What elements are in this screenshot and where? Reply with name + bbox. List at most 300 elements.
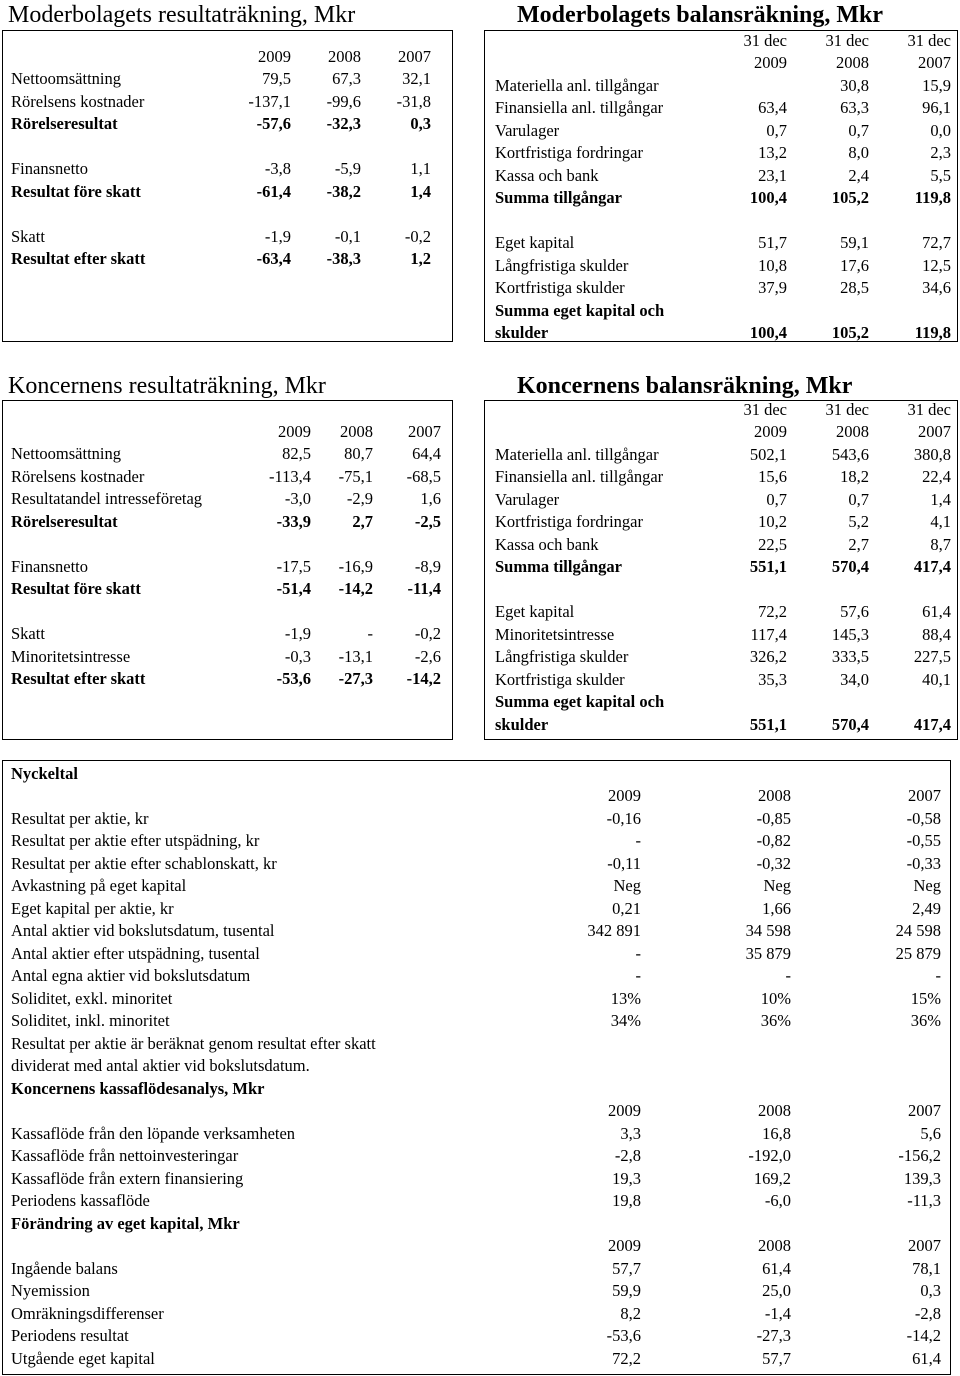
row-value: 2,3 xyxy=(930,143,951,162)
header-label xyxy=(11,785,451,808)
row-value: 119,8 xyxy=(914,323,951,342)
row-value: 2,49 xyxy=(912,898,941,918)
cell-pad xyxy=(941,785,950,808)
table-row xyxy=(485,74,957,97)
column-header: 2007 xyxy=(908,1236,941,1255)
spacer-row xyxy=(485,578,957,601)
row-value: 22,5 xyxy=(758,534,787,554)
cell-pad xyxy=(941,1010,950,1033)
cell-pad xyxy=(485,74,495,97)
cell-pad xyxy=(431,248,452,271)
table-row xyxy=(485,511,957,534)
cell-pad xyxy=(485,488,495,511)
cell-pad xyxy=(3,1325,11,1348)
row-label: Eget kapital xyxy=(495,233,575,252)
spacer-cell xyxy=(485,578,957,601)
cell-pad xyxy=(441,443,452,466)
table-row xyxy=(3,1347,950,1370)
row-value: -3,0 xyxy=(284,489,311,508)
row-value: 36% xyxy=(760,1011,791,1030)
row-value: -11,4 xyxy=(407,579,441,598)
row-value: 57,6 xyxy=(840,602,869,621)
cell-pad xyxy=(3,852,11,875)
row-value: -2,6 xyxy=(414,646,441,666)
row-value: 61,4 xyxy=(912,1348,941,1368)
row-value xyxy=(695,74,787,97)
row-value: 16,8 xyxy=(762,1123,791,1143)
spacer-row xyxy=(3,203,452,226)
table-row xyxy=(3,852,950,875)
cell-pad xyxy=(485,511,495,534)
spacer-row xyxy=(3,533,452,556)
spacer-row xyxy=(485,209,957,232)
table-row xyxy=(3,875,950,898)
cell-pad xyxy=(441,555,452,578)
column-header: 2008 xyxy=(758,1101,791,1120)
row-label: Resultat per aktie efter schablonskatt, kr xyxy=(11,853,277,873)
row-value: Neg xyxy=(913,876,941,895)
cell-pad xyxy=(441,645,452,668)
row-label: Minoritetsintresse xyxy=(11,646,131,666)
row-value: 119,8 xyxy=(914,188,951,207)
cell-pad xyxy=(3,248,11,271)
row-value xyxy=(869,299,951,322)
row-value: 0,7 xyxy=(766,489,787,509)
row-value: 10,8 xyxy=(758,255,787,275)
row-value: 3,3 xyxy=(620,1123,641,1143)
row-value: -0,33 xyxy=(906,853,941,873)
group-income-box xyxy=(2,400,453,740)
row-value: 1,2 xyxy=(410,249,431,268)
row-value: 63,3 xyxy=(840,98,869,117)
cell-pad xyxy=(951,187,957,210)
cell-pad xyxy=(485,142,495,165)
row-value: -8,9 xyxy=(414,556,441,576)
cell-pad xyxy=(3,488,11,511)
row-value: 34 598 xyxy=(745,921,791,940)
note-text: dividerat med antal aktier vid bokslutsdatum. xyxy=(11,1056,310,1075)
row-value: 12,5 xyxy=(922,255,951,275)
table-row xyxy=(485,277,957,300)
column-header: 2009 xyxy=(278,421,311,441)
cell-pad xyxy=(3,762,11,785)
row-value xyxy=(787,299,869,322)
row-value: 0,3 xyxy=(410,114,431,133)
table-row xyxy=(3,465,452,488)
row-value: -14,2 xyxy=(406,669,441,688)
cell-pad xyxy=(3,45,11,68)
cell-pad xyxy=(3,510,11,533)
row-value: 32,1 xyxy=(402,69,431,88)
cell-pad xyxy=(3,1235,11,1258)
row-label: Antal aktier vid bokslutsdatum, tusental xyxy=(11,921,275,940)
spacer-cell xyxy=(485,209,957,232)
table-row xyxy=(485,232,957,255)
cell-pad xyxy=(441,465,452,488)
row-label: Resultat före skatt xyxy=(11,181,141,201)
row-value: 78,1 xyxy=(912,1258,941,1278)
table-row xyxy=(485,533,957,556)
row-value: -0,16 xyxy=(606,808,641,828)
header-label xyxy=(11,45,221,68)
row-value: 15,6 xyxy=(758,467,787,486)
cell-pad xyxy=(431,158,452,181)
cell-pad xyxy=(941,875,950,898)
table-row xyxy=(3,225,452,248)
cell-pad xyxy=(3,443,11,466)
cell-pad xyxy=(441,488,452,511)
row-value: 22,4 xyxy=(922,467,951,486)
cell-pad xyxy=(3,645,11,668)
cell-pad xyxy=(3,1145,11,1168)
row-value: 28,5 xyxy=(840,278,869,297)
key-figures-header xyxy=(3,785,950,808)
row-label: Finansiella anl. tillgångar xyxy=(495,467,664,486)
cell-pad xyxy=(485,421,495,444)
table-row xyxy=(3,1302,950,1325)
table-row xyxy=(3,1010,950,1033)
table-row xyxy=(485,713,957,736)
row-value xyxy=(695,691,787,714)
row-label: Kassaflöde från extern finansiering xyxy=(11,1168,244,1188)
cell-pad xyxy=(485,443,495,466)
table-row xyxy=(485,443,957,466)
cell-pad xyxy=(431,45,452,68)
cell-pad xyxy=(941,1145,950,1168)
row-value: 36% xyxy=(910,1011,941,1030)
cell-pad xyxy=(3,1212,11,1235)
group-balance-header-bottom xyxy=(485,421,957,444)
cell-pad xyxy=(485,29,495,52)
table-row xyxy=(3,987,950,1010)
header-label xyxy=(11,420,243,443)
cell-pad xyxy=(3,555,11,578)
row-label: Finansnetto xyxy=(11,556,88,576)
cell-pad xyxy=(951,443,957,466)
column-header: 2008 xyxy=(836,53,869,72)
table-row xyxy=(485,142,957,165)
section-title: Nyckeltal xyxy=(11,763,78,783)
row-value: 551,1 xyxy=(749,714,787,734)
row-value: 543,6 xyxy=(831,444,869,464)
row-value: 380,8 xyxy=(913,444,951,464)
cell-pad xyxy=(485,232,495,255)
row-value: 67,3 xyxy=(332,69,361,88)
row-label: Eget kapital per aktie, kr xyxy=(11,898,174,918)
parent-income-box xyxy=(2,30,453,342)
cell-pad xyxy=(3,1280,11,1303)
cell-pad xyxy=(3,1077,11,1100)
row-value: 100,4 xyxy=(749,323,787,342)
row-label: Kortfristiga fordringar xyxy=(495,512,643,531)
cell-pad xyxy=(951,533,957,556)
cell-pad xyxy=(941,1122,950,1145)
cell-pad xyxy=(3,1010,11,1033)
row-value: 23,1 xyxy=(758,165,787,185)
row-value: 8,0 xyxy=(848,143,869,162)
cell-pad xyxy=(3,1100,11,1123)
row-value: 1,66 xyxy=(762,898,791,918)
table-row xyxy=(3,488,452,511)
table-row xyxy=(3,180,452,203)
row-value: -3,8 xyxy=(264,159,291,178)
row-value: 417,4 xyxy=(913,557,951,576)
table-row xyxy=(3,807,950,830)
group-balance-title: Koncernens balansräkning, Mkr xyxy=(517,373,853,399)
cell-pad xyxy=(951,713,957,736)
row-value: 8,2 xyxy=(620,1303,641,1323)
key-figures-box xyxy=(2,760,951,1375)
row-value: 139,3 xyxy=(903,1168,941,1188)
row-value: 57,7 xyxy=(612,1258,641,1278)
cell-pad xyxy=(441,420,452,443)
section-title: Koncernens kassaflödesanalys, Mkr xyxy=(11,1078,265,1098)
row-label: Materiella anl. tillgångar xyxy=(495,444,659,464)
row-value: 34% xyxy=(610,1011,641,1030)
row-value: -0,85 xyxy=(756,808,791,828)
row-value: -38,2 xyxy=(326,181,361,201)
cell-pad xyxy=(3,623,11,646)
cell-pad xyxy=(951,466,957,489)
row-value: 1,6 xyxy=(420,489,441,508)
row-label: Kassaflöde från nettoinvesteringar xyxy=(11,1146,239,1165)
cell-pad xyxy=(485,601,495,624)
spacer-row xyxy=(3,600,452,623)
cell-pad xyxy=(431,225,452,248)
row-value: - xyxy=(635,966,641,985)
cash-flow-header xyxy=(3,1100,950,1123)
table-row xyxy=(485,187,957,210)
table-row xyxy=(3,555,452,578)
row-label: Varulager xyxy=(495,120,560,140)
cell-pad xyxy=(941,965,950,988)
cell-pad xyxy=(431,180,452,203)
cell-pad xyxy=(3,987,11,1010)
cell-pad xyxy=(941,1325,950,1348)
column-header: 2007 xyxy=(908,1101,941,1120)
group-income-table xyxy=(3,420,452,690)
row-value: 88,4 xyxy=(922,624,951,644)
cell-pad xyxy=(3,90,11,113)
row-value: - xyxy=(785,966,791,985)
cell-pad xyxy=(3,965,11,988)
table-row xyxy=(485,691,957,714)
table-row xyxy=(3,623,452,646)
row-value: -2,8 xyxy=(614,1146,641,1165)
row-value: Neg xyxy=(613,876,641,895)
row-label: Långfristiga skulder xyxy=(495,255,629,275)
cell-pad xyxy=(951,299,957,322)
parent-balance-header-bottom xyxy=(485,52,957,75)
column-header: 2007 xyxy=(408,421,441,441)
row-label: Långfristiga skulder xyxy=(495,647,629,666)
parent-balance-header-top xyxy=(485,29,957,52)
row-label: Resultatandel intresseföretag xyxy=(11,489,203,508)
column-header: 2009 xyxy=(754,422,787,441)
row-label: Rörelsens kostnader xyxy=(11,466,145,486)
row-label: Rörelseresultat xyxy=(11,114,118,133)
cell-pad xyxy=(3,1190,11,1213)
row-value: 169,2 xyxy=(753,1168,791,1188)
section-title: Förändring av eget kapital, Mkr xyxy=(11,1213,240,1233)
row-label: Antal egna aktier vid bokslutsdatum xyxy=(11,966,251,985)
table-row xyxy=(485,623,957,646)
group-income-header xyxy=(3,420,452,443)
row-value: -27,3 xyxy=(338,669,373,688)
row-value: 326,2 xyxy=(749,647,787,666)
table-row xyxy=(3,965,950,988)
cell-pad xyxy=(951,254,957,277)
row-label: Antal aktier efter utspädning, tusental xyxy=(11,943,260,963)
parent-income-table xyxy=(3,45,452,270)
row-label: Kassa och bank xyxy=(495,534,599,554)
row-label: Rörelsens kostnader xyxy=(11,91,145,111)
row-value: - xyxy=(635,831,641,850)
row-value: Neg xyxy=(763,876,791,895)
row-value: 82,5 xyxy=(282,444,311,463)
cell-pad xyxy=(3,1122,11,1145)
row-label: Skatt xyxy=(11,226,45,246)
column-header: 31 dec xyxy=(825,30,869,50)
cell-pad xyxy=(941,1347,950,1370)
row-value: -16,9 xyxy=(338,556,373,576)
row-value: -156,2 xyxy=(898,1146,941,1165)
row-label: Resultat efter skatt xyxy=(11,249,146,268)
cell-pad xyxy=(3,180,11,203)
header-label xyxy=(495,29,695,52)
cell-pad xyxy=(3,465,11,488)
column-header: 2007 xyxy=(918,422,951,441)
cell-pad xyxy=(941,1190,950,1213)
row-value: 227,5 xyxy=(913,647,951,666)
column-header: 2009 xyxy=(608,1101,641,1120)
cell-pad xyxy=(951,601,957,624)
row-value: 80,7 xyxy=(344,444,373,463)
table-row xyxy=(485,556,957,579)
row-value: 105,2 xyxy=(831,188,869,207)
row-value: -57,6 xyxy=(256,114,291,133)
row-label: Resultat per aktie, kr xyxy=(11,808,149,828)
header-label xyxy=(11,1235,451,1258)
row-value: -0,2 xyxy=(414,624,441,643)
cell-pad xyxy=(941,920,950,943)
cell-pad xyxy=(485,646,495,669)
cell-pad xyxy=(441,623,452,646)
spacer-cell xyxy=(3,135,452,158)
cell-pad xyxy=(485,187,495,210)
row-value: 59,9 xyxy=(612,1281,641,1300)
header-label xyxy=(495,421,695,444)
row-value: 15,9 xyxy=(922,75,951,95)
table-row xyxy=(3,1190,950,1213)
cell-pad xyxy=(3,1167,11,1190)
row-label: Kortfristiga skulder xyxy=(495,669,625,689)
cell-pad xyxy=(3,578,11,601)
row-label: Summa eget kapital och xyxy=(495,692,665,711)
table-row xyxy=(485,668,957,691)
row-value: 570,4 xyxy=(831,714,869,734)
cell-pad xyxy=(441,578,452,601)
cell-pad xyxy=(941,942,950,965)
cell-pad xyxy=(3,1055,11,1078)
row-label: Summa tillgångar xyxy=(495,557,622,576)
cell-pad xyxy=(941,1235,950,1258)
row-value: -0,1 xyxy=(334,226,361,246)
row-value: 72,2 xyxy=(612,1348,641,1368)
cell-pad xyxy=(941,807,950,830)
row-value: -5,9 xyxy=(334,159,361,178)
row-value: 34,6 xyxy=(922,278,951,297)
row-value: -33,9 xyxy=(276,511,311,531)
row-value: -0,3 xyxy=(284,646,311,666)
row-value: 105,2 xyxy=(831,323,869,342)
table-row xyxy=(3,920,950,943)
row-value: -1,9 xyxy=(264,226,291,246)
row-value: 79,5 xyxy=(262,69,291,88)
row-label: Varulager xyxy=(495,489,560,509)
row-value: 96,1 xyxy=(922,98,951,117)
cell-pad xyxy=(951,232,957,255)
row-value: -53,6 xyxy=(606,1326,641,1345)
parent-income-title: Moderbolagets resultaträkning, Mkr xyxy=(8,2,356,28)
row-label: Kassaflöde från den löpande verksamheten xyxy=(11,1123,296,1143)
group-balance-box xyxy=(484,400,958,740)
cell-pad xyxy=(941,1302,950,1325)
row-value: 5,6 xyxy=(920,1123,941,1143)
cell-pad xyxy=(941,1100,950,1123)
table-row xyxy=(3,645,452,668)
cell-pad xyxy=(3,113,11,136)
cell-pad xyxy=(941,1280,950,1303)
row-value: 0,21 xyxy=(612,898,641,918)
cell-pad xyxy=(485,97,495,120)
row-value: -14,2 xyxy=(906,1326,941,1345)
row-label: Materiella anl. tillgångar xyxy=(495,75,659,95)
row-value: 64,4 xyxy=(412,444,441,463)
row-value: 417,4 xyxy=(913,714,951,734)
table-row xyxy=(3,113,452,136)
row-value: -2,5 xyxy=(414,511,441,531)
cell-pad xyxy=(3,785,11,808)
row-value: 342 891 xyxy=(587,921,641,940)
column-header: 2009 xyxy=(608,1236,641,1255)
row-value: -113,4 xyxy=(268,466,311,486)
row-label: Soliditet, exkl. minoritet xyxy=(11,988,173,1008)
column-header: 2009 xyxy=(258,46,291,66)
row-label: Eget kapital xyxy=(495,602,575,621)
row-value: 0,3 xyxy=(920,1281,941,1300)
table-row xyxy=(3,897,950,920)
table-row xyxy=(3,1167,950,1190)
cell-pad xyxy=(951,322,957,345)
row-value: 25,0 xyxy=(762,1281,791,1300)
table-row xyxy=(3,510,452,533)
cell-pad xyxy=(3,942,11,965)
row-value: -14,2 xyxy=(338,579,373,598)
row-value: 19,8 xyxy=(612,1191,641,1210)
cell-pad xyxy=(3,68,11,91)
note-text: Resultat per aktie är beräknat genom resultat efter skatt xyxy=(11,1033,376,1053)
row-value: 5,2 xyxy=(848,512,869,531)
row-label: Avkastning på eget kapital xyxy=(11,876,187,895)
row-value: - xyxy=(935,966,941,985)
table-row xyxy=(485,164,957,187)
row-value: -75,1 xyxy=(338,466,373,486)
row-value: -0,82 xyxy=(756,831,791,850)
row-value: 63,4 xyxy=(758,98,787,117)
row-value: 0,7 xyxy=(848,489,869,509)
cell-pad xyxy=(441,668,452,691)
